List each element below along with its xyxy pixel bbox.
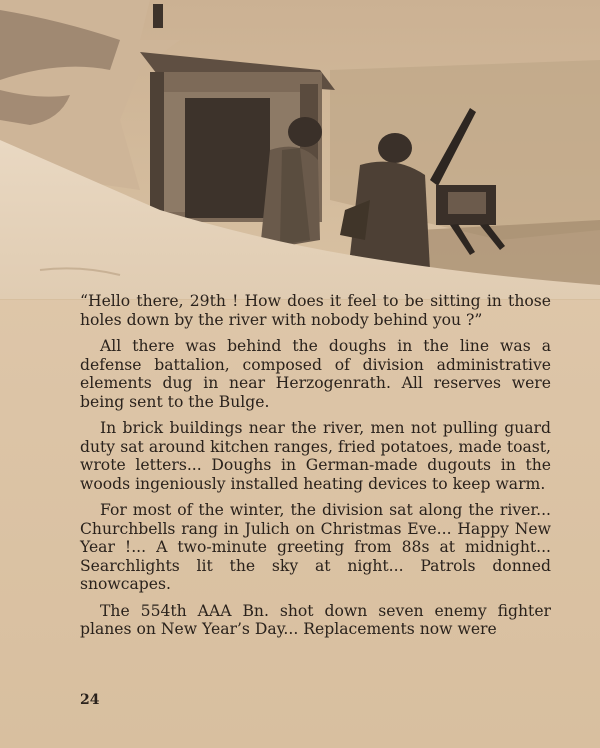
paragraph: In brick buildings near the river, men not pulling guard duty sat around kitchen ranges, fried potatoes, made toast, wrote letters... Doughs in German-made dugouts in the woods ingeniously installed heating devices to keep warm.	[80, 419, 551, 493]
page-number: 24	[80, 692, 100, 708]
paragraph: “Hello there, 29th ! How does it feel to be sitting in those holes down by the river with nobody behind you ?”	[80, 292, 551, 329]
paragraph: For most of the winter, the division sat along the river... Churchbells rang in Julich on Christmas Eve... Happy New Year !... A two-minute greeting from 88s at midnight... Searchlights lit the sky at night... Patrols donned snowcapes.	[80, 501, 551, 593]
body-text	[80, 292, 551, 647]
paragraph: All there was behind the doughs in the line was a defense battalion, composed of division administrative elements dug in near Herzogenrath. All reserves were being sent to the Bulge.	[80, 337, 551, 411]
paragraph: The 554th AAA Bn. shot down seven enemy fighter planes on New Year’s Day... Replacements now were	[80, 601, 551, 638]
snow-dugout-photo	[0, 0, 600, 300]
